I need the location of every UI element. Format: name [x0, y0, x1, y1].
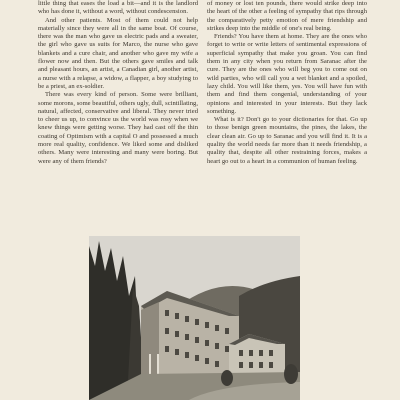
paragraph: There was every kind of person. Some were brilliant, some morons, some beautiful, others ugly, dull, scintillating, natural, affected, conservative and liberal. They never tried to cheer us up, to convince us the world was rosy when we knew things were getting worse. They had cast off the thin coating of Optimism with a capital O and possessed a much more real quality, confidence. We liked some and disliked others. Many were interesting and many were boring. But were any of them friends?: [38, 91, 198, 165]
paragraph: of money or lost ten pounds, there would strike deep into the heart of the other a feeling of sympathy that rips through the comparatively petty emotion of mere friendship and strikes deep into the middle of one's real being.: [207, 0, 367, 32]
paragraph: What is it? Don't go to your dictionaries for that. Go up to those benign green mountains, the pines, the lakes, the clear clean air. Go up to Saranac and you will find it. It is a quality the world needs far more than it needs friendship, a quality that, despite all other restraining forces, makes a heart go out to a heart in a communion of human feeling.: [207, 116, 367, 165]
right-text-column: [207, 0, 367, 166]
left-text-column: [38, 0, 198, 166]
paragraph: little thing that eases the load a bit—and it is the landlord who has done it, without a word, without condescension.: [38, 0, 198, 16]
paragraph: And other patients. Most of them could not help materially since they were all in the same boat. Of course, there was the man who gave us electric pads and a sweater, the girl who gave us suits for Marco, the nurse who gave blankets and a cure chair, and another who gave my wife a flower now and then. But the others gave smiles and talk and pleasant hours, an artist, a Canadian girl, another artist, a nurse with a relapse, a widow, a flapper, a boy studying to be a priest, an ex-soldier.: [38, 16, 198, 90]
paragraph: Friends? You have them at home. They are the ones who forget to write or write letters of sentimental expressions of superficial sympathy that make you groan. You can find them in any city when you return from Saranac after the cure. They are the ones who will beg you to come out on wild parties, who will call you a wet blanket and a spoiled, lazy child. You will like them, yes. You will have fun with them and find them congenial, understanding of your opinions and interested in your interests. But they lack something.: [207, 33, 367, 115]
sanatorium-building-photo: [89, 236, 300, 400]
